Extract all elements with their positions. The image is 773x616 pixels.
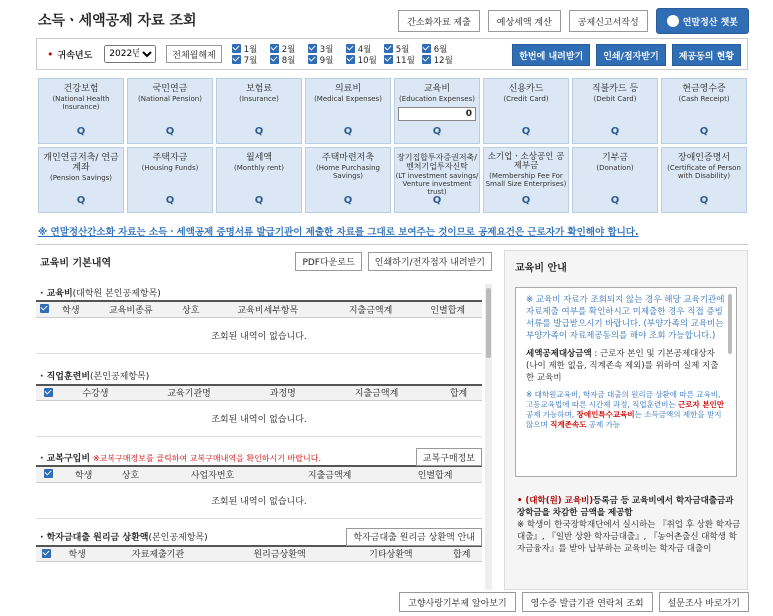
section-student-loan: · 학자금대출 원리금 상환액(본인공제항목) 학자금대출 원리금 상환액 안내 학생 자료제출기관 원리금상환액 기타상환액 합계 — [36, 529, 482, 563]
tile-education[interactable]: 교육비 (Education Expenses) 0 Q — [394, 78, 480, 144]
required-mark: • — [47, 47, 54, 61]
vocational-table: 수강생 교육기관명 과정명 지출금액계 합계 조회된 내역이 없습니다. — [36, 384, 482, 438]
search-icon: Q — [699, 195, 709, 206]
guide-info-box[interactable] — [515, 287, 737, 477]
student-loan-info-button[interactable]: 학자금대출 원리금 상환액 안내 — [346, 528, 482, 546]
print-braille-button[interactable]: 인쇄/점자받기 — [596, 44, 665, 66]
search-icon: Q — [165, 195, 175, 206]
simplified-data-submit-button[interactable]: 간소화자료 제출 — [398, 10, 480, 32]
tile-investment-savings[interactable]: 장기집합투자증권저축/ 벤처기업투자신탁 (LT investment savings/ Venture investment trust) Q — [394, 147, 480, 213]
search-icon: Q — [432, 195, 442, 206]
checkbox-icon — [270, 44, 279, 53]
vertical-scrollbar[interactable] — [485, 284, 492, 590]
month-checkbox-11[interactable]: 11월 — [384, 54, 422, 65]
checkbox-icon — [346, 44, 355, 53]
month-checkbox-9[interactable]: 9월 — [308, 54, 346, 65]
info-scrollbar[interactable] — [728, 294, 732, 354]
consent-status-button[interactable]: 제공동의 현황 — [672, 44, 741, 66]
survey-button[interactable]: 설문조사 바로가기 — [659, 592, 749, 612]
tile-insurance[interactable]: 보험료 (Insurance) Q — [216, 78, 302, 144]
month-checkbox-7[interactable]: 7월 — [232, 54, 270, 65]
all-month-toggle-button[interactable]: 전체월해제 — [166, 45, 221, 63]
checkbox-icon — [422, 44, 431, 53]
section-vocational: · 직업훈련비(본인공제항목) 수강생 교육기관명 과정명 지출금액계 합계 조회된 내역이 없습니다. — [36, 368, 482, 438]
checkbox-icon — [308, 44, 317, 53]
search-icon: Q — [699, 126, 709, 137]
search-icon: Q — [254, 126, 264, 137]
checkbox-icon — [232, 44, 241, 53]
search-icon: Q — [254, 195, 264, 206]
tile-cash-receipt[interactable]: 현금영수증 (Cash Receipt) Q — [661, 78, 747, 144]
download-all-button[interactable]: 한번에 내려받기 — [512, 44, 590, 66]
search-icon: Q — [521, 195, 531, 206]
deduction-report-button[interactable]: 공제신고서작성 — [569, 10, 648, 32]
tile-national-pension[interactable]: 국민연금 (National Pension) Q — [127, 78, 213, 144]
search-icon: Q — [343, 126, 353, 137]
empty-message: 조회된 내역이 없습니다. — [36, 482, 482, 518]
category-tiles — [38, 78, 747, 213]
month-checkbox-2[interactable]: 2월 — [270, 43, 308, 54]
month-checkbox-3[interactable]: 3월 — [308, 43, 346, 54]
month-checkbox-5[interactable]: 5월 — [384, 43, 422, 54]
empty-message: 조회된 내역이 없습니다. — [36, 317, 482, 353]
month-checkbox-8[interactable]: 8월 — [270, 54, 308, 65]
left-title: 교육비 기본내역 — [40, 257, 112, 269]
search-icon: Q — [343, 195, 353, 206]
checkbox-icon — [384, 44, 393, 53]
receipt-issuer-contact-button[interactable]: 영수증 발급기관 연락처 조회 — [522, 592, 653, 612]
search-icon: Q — [76, 126, 86, 137]
checkbox-icon — [384, 55, 393, 64]
left-button-group — [295, 252, 492, 271]
student-loan-table: 학생 자료제출기관 원리금상환액 기타상환액 합계 — [36, 545, 482, 563]
select-all-checkbox[interactable] — [44, 388, 53, 397]
tile-monthly-rent[interactable]: 월세액 (Monthly rent) Q — [216, 147, 302, 213]
year-label: 귀속년도 — [57, 50, 93, 61]
education-amount: 0 — [398, 107, 476, 121]
search-icon: Q — [76, 195, 86, 206]
guide-text-2: 세액공제대상금액 : 근로자 본인 및 기본공제대상자(나이 제한 없음, 직계존속 제외)를 위하여 실제 지출한 교육비 — [526, 349, 719, 383]
chatbot-label: 연말정산 챗봇 — [682, 17, 738, 28]
month-checkbox-6[interactable]: 6월 — [422, 43, 460, 54]
hometown-donation-button[interactable]: 고향사랑기부제 알아보기 — [399, 592, 516, 612]
uniform-info-button[interactable]: 교복구매정보 — [416, 448, 482, 466]
uniform-table: 학생 상호 사업자번호 지출금액계 인별합계 조회된 내역이 없습니다. — [36, 465, 482, 519]
tile-donation[interactable]: 기부금 (Donation) Q — [572, 147, 658, 213]
checkbox-icon — [308, 55, 317, 64]
search-icon: Q — [165, 126, 175, 137]
divider — [36, 244, 748, 245]
empty-message: 조회된 내역이 없습니다. — [36, 401, 482, 437]
guide-text-3: ※ 대학원교육비, 학자금 대출의 원리금 상환에 따른 교육비, 고등교육법에 따른 시간제 과정, 직업훈련비는 근로자 본인만 공제 가능하며, 장애인특수교육비는 소득금액의 제한을 받지 않으며 직계존속도 공제 가능 — [526, 390, 725, 429]
tile-debit-card[interactable]: 직불카드 등 (Debit Card) Q — [572, 78, 658, 144]
filter-bar — [36, 38, 748, 70]
top-button-group — [398, 8, 749, 34]
chatbot-button[interactable] — [656, 8, 749, 34]
tile-housing-funds[interactable]: 주택자금 (Housing Funds) Q — [127, 147, 213, 213]
education-detail-panel — [36, 250, 496, 590]
education-table: 학생 교육비종류 상호 교육비세부항목 지출금액계 인별합계 조회된 내역이 없습니다. — [36, 300, 482, 354]
bottom-button-group — [399, 592, 749, 612]
search-icon: Q — [521, 126, 531, 137]
guide-text-1: ※ 교육비 자료가 조회되지 않는 경우 해당 교육기관에 자료제출 여부를 확인하시고 미제출한 경우 직접 증빙서류를 발급받으시기 바랍니다. (부양가족의 교육비는 부양가족이 자료제공동의를 해야 조회 가능합니다.) — [526, 295, 725, 341]
search-icon: Q — [610, 126, 620, 137]
search-icon: Q — [432, 126, 442, 137]
left-header — [36, 250, 496, 272]
section-education: · 교육비(대학원 본인공제항목) 학생 교육비종류 상호 교육비세부항목 지출금액계 인별합계 조회된 내역이 없습니다. — [36, 284, 482, 354]
month-checkbox-1[interactable]: 1월 — [232, 43, 270, 54]
tile-medical[interactable]: 의료비 (Medical Expenses) Q — [305, 78, 391, 144]
select-all-checkbox[interactable] — [40, 304, 49, 313]
section-uniform: · 교복구입비 ※교복구매정보를 클릭하여 교복구매내역을 확인하시기 바랍니다. 교복구매정보 학생 상호 사업자번호 지출금액계 인별합계 조회된 내역이 없습니다. — [36, 449, 482, 519]
notice-link[interactable]: ※ 연말정산간소화 자료는 소득ㆍ세액공제 증명서류 발급기관이 제출한 자료를 그대로 보여주는 것이므로 공제요건은 근로자가 확인해야 합니다. — [38, 227, 639, 238]
print-download-button[interactable]: 인쇄하기/전자점자 내려받기 — [368, 252, 492, 271]
month-checkbox-4[interactable]: 4월 — [346, 43, 384, 54]
search-icon: Q — [610, 195, 620, 206]
month-checkbox-10[interactable]: 10월 — [346, 54, 384, 65]
select-all-checkbox[interactable] — [44, 469, 53, 478]
filter-button-group — [512, 44, 741, 66]
page-title: 소득ㆍ세액공제 자료 조회 — [38, 13, 197, 29]
chatbot-icon — [667, 15, 679, 27]
tile-home-savings[interactable]: 주택마련저축 (Home Purchasing Savings) Q — [305, 147, 391, 213]
tile-small-enterprise[interactable]: 소기업ㆍ소상공인 공제부금 (Membership Fee For Small Size Enterprises) Q — [483, 147, 569, 213]
expected-tax-calc-button[interactable]: 예상세액 계산 — [488, 10, 561, 32]
education-guide-panel — [504, 250, 748, 590]
tile-health-insurance[interactable]: 건강보험 (National Health Insurance) Q — [38, 78, 124, 144]
month-checkbox-12[interactable]: 12월 — [422, 54, 460, 65]
tile-credit-card[interactable]: 신용카드 (Credit Card) Q — [483, 78, 569, 144]
pdf-download-button[interactable]: PDF다운로드 — [295, 252, 361, 271]
month-checkboxes — [232, 43, 460, 65]
guide-title: 교육비 안내 — [515, 263, 567, 274]
guide-extra: • (대학(원) 교육비)등록금 등 교육비에서 학자금대출금과 장학금을 차감한 금액을 제공함 ※ 학생이 한국장학재단에서 실시하는 『취업 후 상환 학자금대출』, 『일반 상환 학자금대출』, 『농어촌출신 대학생 학자금융자』를 받아 납부하는 교육비는 학자금 대출이 — [517, 496, 741, 554]
tile-disability-cert[interactable]: 장애인증명서 (Certificate of Person with Disability) Q — [661, 147, 747, 213]
tile-pension-savings[interactable]: 개인연금저축/ 연금계좌 (Pension Savings) Q — [38, 147, 124, 213]
checkbox-icon — [232, 55, 241, 64]
year-select[interactable] — [104, 45, 156, 63]
checkbox-icon — [422, 55, 431, 64]
scrollbar-thumb[interactable] — [486, 288, 491, 358]
detail-scroll-area[interactable] — [36, 284, 492, 590]
checkbox-icon — [270, 55, 279, 64]
checkbox-icon — [346, 55, 355, 64]
select-all-checkbox[interactable] — [42, 549, 51, 558]
